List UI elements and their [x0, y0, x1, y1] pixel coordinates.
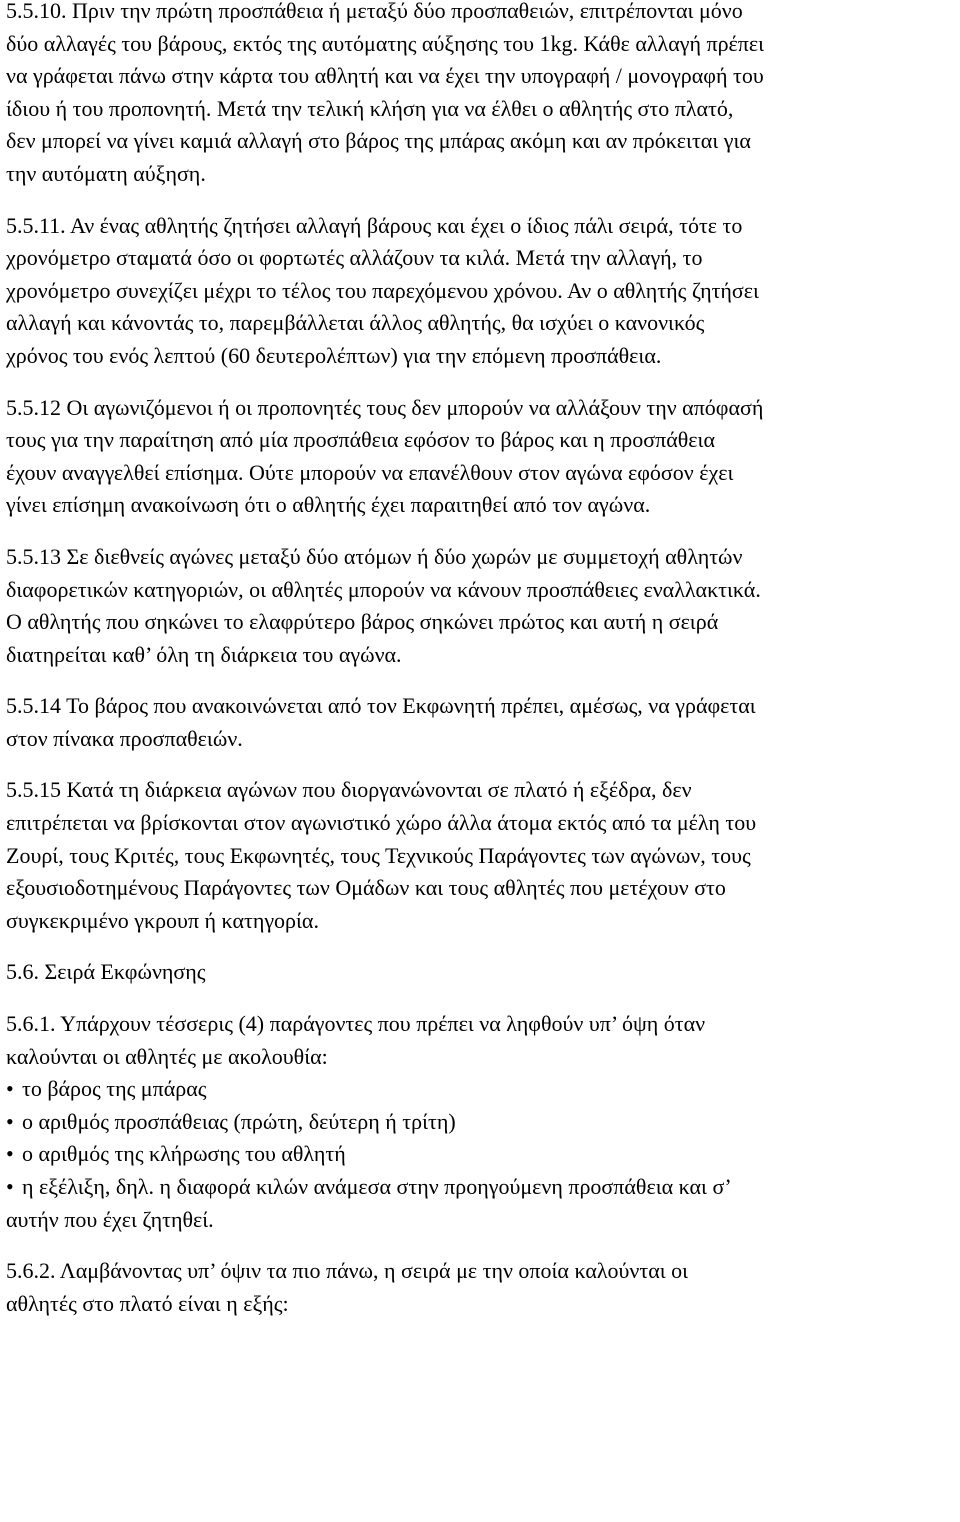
text-line: χρονόμετρο σταματά όσο οι φορτωτές αλλάζουν τα κιλά. Μετά την αλλαγή, το [6, 245, 703, 271]
bullet-icon: • [6, 1076, 14, 1102]
text-line: στον πίνακα προσπαθειών. [6, 725, 243, 751]
paragraph-5-5-15 [6, 774, 954, 937]
text-line: ίδιου ή του προπονητή. Μετά την τελική κλήση για να έλθει ο αθλητής στο πλατό, [6, 95, 734, 121]
paragraph-5-5-12 [6, 392, 954, 522]
bullet-icon: • [6, 1141, 14, 1167]
text-line: διατηρείται καθ’ όλη τη διάρκεια του αγώνα. [6, 641, 402, 667]
bullet-item [6, 1106, 954, 1139]
text-line: να γράφεται πάνω στην κάρτα του αθλητή και να έχει την υπογραφή / μονογραφή του [6, 63, 764, 89]
text-line: 5.5.13 Σε διεθνείς αγώνες μεταξύ δύο ατόμων ή δύο χωρών με συμμετοχή αθλητών [6, 543, 743, 569]
text-line: αθλητές στο πλατό είναι η εξής: [6, 1290, 289, 1316]
text-line: επιτρέπεται να βρίσκονται στον αγωνιστικό χώρο άλλα άτομα εκτός από τα μέλη του [6, 810, 757, 836]
text-line: Ζουρί, τους Κριτές, τους Εκφωνητές, τους Τεχνικούς Παράγοντες των αγώνων, τους [6, 842, 751, 868]
text-line: δύο αλλαγές του βάρους, εκτός της αυτόματης αύξησης του 1kg. Κάθε αλλαγή πρέπει [6, 30, 765, 56]
text-line: χρόνος του ενός λεπτού (60 δευτερολέπτων) για την επόμενη προσπάθεια. [6, 342, 662, 368]
paragraph-5-6-1 [6, 1008, 954, 1073]
text-line: 5.5.15 Κατά τη διάρκεια αγώνων που διοργανώνονται σε πλατό ή εξέδρα, δεν [6, 777, 692, 803]
bullet-icon: • [6, 1108, 14, 1134]
text-line: έχουν αναγγελθεί επίσημα. Ούτε μπορούν να επανέλθουν στον αγώνα εφόσον έχει [6, 459, 734, 485]
text-line: την αυτόματη αύξηση. [6, 160, 206, 186]
text-line: Ο αθλητής που σηκώνει το ελαφρύτερο βάρος σηκώνει πρώτος και αυτή η σειρά [6, 609, 719, 635]
text-line: η εξέλιξη, δηλ. η διαφορά κιλών ανάμεσα στην προηγούμενη προσπάθεια και σ’ [22, 1174, 732, 1199]
bullet-item [6, 1073, 954, 1106]
text-line: 5.5.10. Πριν την πρώτη προσπάθεια ή μεταξύ δύο προσπαθειών, επιτρέπονται μόνο [6, 0, 743, 23]
paragraph-5-5-10 [6, 0, 954, 191]
text-line: δεν μπορεί να γίνει καμιά αλλαγή στο βάρος της μπάρας ακόμη και αν πρόκειται για [6, 128, 751, 154]
text-line: ο αριθμός της κλήρωσης του αθλητή [22, 1141, 346, 1167]
bullet-item [6, 1171, 954, 1236]
text-line: ο αριθμός προσπάθειας (πρώτη, δεύτερη ή τρίτη) [22, 1108, 456, 1134]
text-line: αλλαγή και κάνοντάς το, παρεμβάλλεται άλλος αθλητής, θα ισχύει ο κανονικός [6, 310, 705, 336]
section-heading-5-6 [6, 956, 954, 989]
text-line: 5.6.1. Υπάρχουν τέσσερις (4) παράγοντες που πρέπει να ληφθούν υπ’ όψη όταν [6, 1011, 706, 1037]
text-line: 5.6. Σειρά Εκφώνησης [6, 959, 206, 985]
text-line: καλούνται οι αθλητές με ακολουθία: [6, 1043, 328, 1069]
text-line: 5.5.14 Το βάρος που ανακοινώνεται από τον Εκφωνητή πρέπει, αμέσως, να γράφεται [6, 693, 756, 719]
text-line: χρονόμετρο συνεχίζει μέχρι το τέλος του παρεχόμενου χρόνου. Αν ο αθλητής ζητήσει [6, 277, 759, 303]
paragraph-5-5-13 [6, 541, 954, 671]
text-line: 5.5.11. Αν ένας αθλητής ζητήσει αλλαγή βάρους και έχει ο ίδιος πάλι σειρά, τότε το [6, 212, 743, 238]
text-line: γίνει επίσημη ανακοίνωση ότι ο αθλητής έχει παραιτηθεί από τον αγώνα. [6, 492, 651, 518]
text-line: διαφορετικών κατηγοριών, οι αθλητές μπορούν να κάνουν προσπάθειες εναλλακτικά. [6, 576, 761, 602]
text-line: 5.5.12 Οι αγωνιζόμενοι ή οι προπονητές τους δεν μπορούν να αλλάξουν την απόφασή [6, 394, 764, 420]
text-line: το βάρος της μπάρας [22, 1076, 207, 1102]
bullet-item [6, 1138, 954, 1171]
text-line: συγκεκριμένο γκρουπ ή κατηγορία. [6, 907, 319, 933]
text-line: εξουσιοδοτημένους Παράγοντες των Ομάδων και τους αθλητές που μετέχουν στο [6, 875, 726, 901]
text-line: τους για την παραίτηση από μία προσπάθεια εφόσον το βάρος και η προσπάθεια [6, 427, 715, 453]
text-line: αυτήν που έχει ζητηθεί. [6, 1206, 214, 1232]
paragraph-5-5-14 [6, 690, 954, 755]
text-line: 5.6.2. Λαμβάνοντας υπ’ όψιν τα πιο πάνω, η σειρά με την οποία καλούνται οι [6, 1258, 689, 1284]
paragraph-5-5-11 [6, 210, 954, 373]
bullet-icon: • [6, 1174, 14, 1199]
paragraph-5-6-2 [6, 1255, 954, 1320]
